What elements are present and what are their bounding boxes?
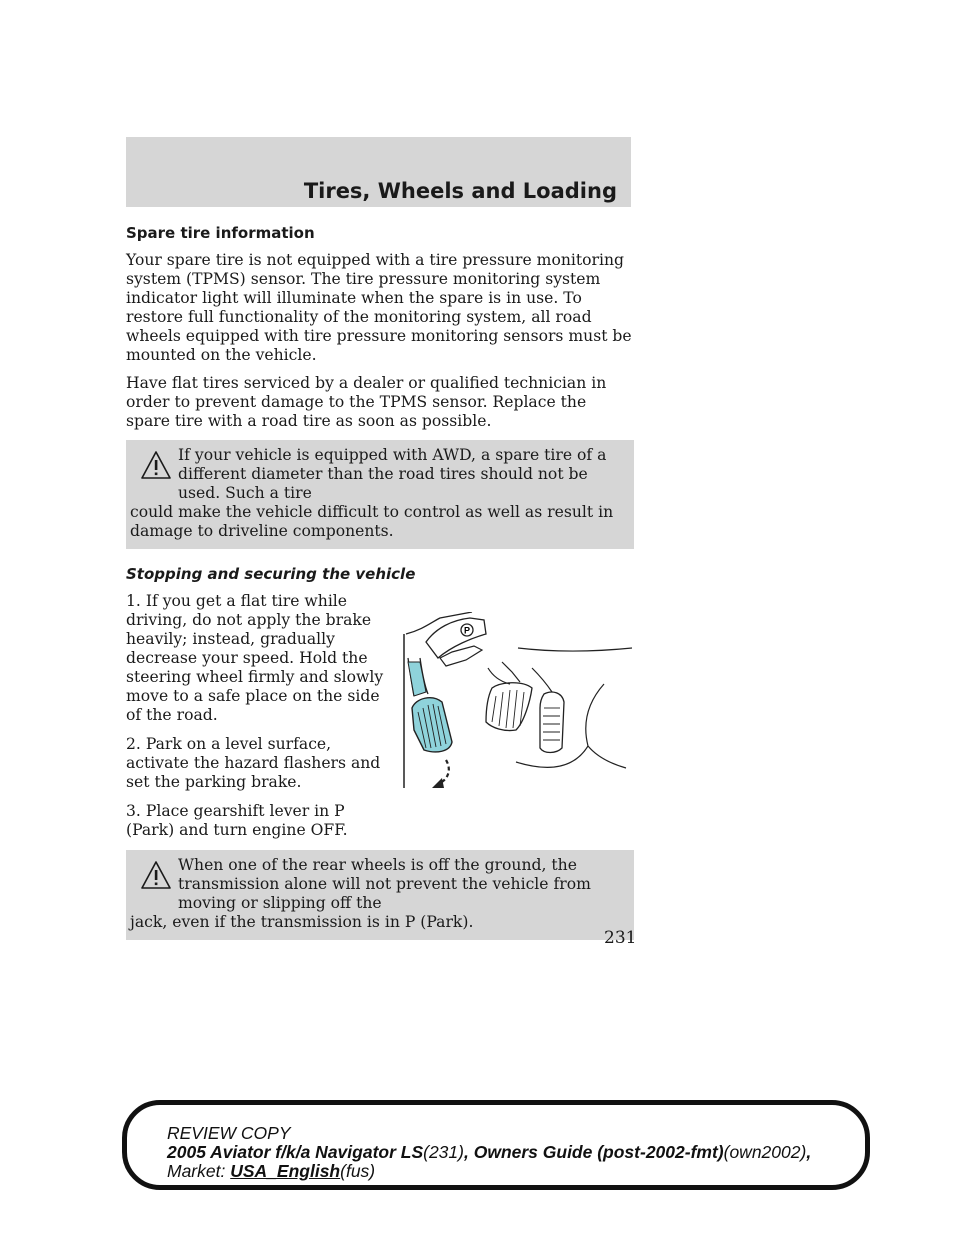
footer-market-value: USA_English bbox=[230, 1161, 341, 1181]
section-title: Tires, Wheels and Loading bbox=[303, 179, 617, 203]
header-band bbox=[126, 137, 631, 207]
awd-warning-rest: could make the vehicle difficult to control as well as result in damage to driveline components. bbox=[130, 503, 614, 540]
brake-pedal-illustration bbox=[392, 612, 638, 788]
stopping-heading: Stopping and securing the vehicle bbox=[126, 565, 416, 583]
awd-warning-lead: If your vehicle is equipped with AWD, a spare tire of a different diameter than the road tires should not be used. Such a tire bbox=[178, 446, 607, 502]
page-content bbox=[126, 218, 637, 956]
step-3: 3. Place gearshift lever in P (Park) and turn engine OFF. bbox=[126, 802, 348, 839]
footer-model: 2005 Aviator f/k/a Navigator LS bbox=[167, 1142, 424, 1162]
footer-market-label: Market: bbox=[167, 1161, 226, 1181]
footer-guide-code: (own2002) bbox=[723, 1142, 807, 1162]
transmission-warning-box bbox=[126, 850, 634, 940]
page-number: 231 bbox=[604, 928, 637, 948]
stopping-procedure bbox=[126, 592, 634, 840]
park-label: P bbox=[463, 625, 471, 636]
footer-separator: , bbox=[463, 1142, 474, 1162]
warning-triangle-icon bbox=[140, 860, 172, 890]
footer-market-code: (fus) bbox=[340, 1161, 376, 1181]
review-copy-footer bbox=[122, 1100, 870, 1190]
transmission-warning-rest: jack, even if the transmission is in P (Park). bbox=[130, 913, 474, 931]
spare-tire-paragraph-2: Have flat tires serviced by a dealer or qualified technician in order to prevent damage to the TPMS sensor. Replace the spare tire with a road tire as soon as possible. bbox=[126, 374, 607, 430]
step-list bbox=[126, 592, 388, 840]
transmission-warning-lead: When one of the rear wheels is off the ground, the transmission alone will not prevent the vehicle from moving or slipping off the bbox=[178, 856, 591, 912]
footer-model-code: (231) bbox=[423, 1142, 464, 1162]
footer-guide: Owners Guide (post-2002-fmt) bbox=[473, 1142, 724, 1162]
spare-tire-paragraph-1: Your spare tire is not equipped with a tire pressure monitoring system (TPMS) sensor. The tire pressure monitoring system indicator light will illuminate when the spare is in use. To restore full functionality of the monitoring system, all road wheels equipped with tire pressure monitoring sensors must be mounted on the vehicle. bbox=[126, 251, 632, 364]
footer-separator: , bbox=[806, 1142, 812, 1162]
step-2: 2. Park on a level surface, activate the hazard flashers and set the parking brake. bbox=[126, 735, 381, 791]
warning-triangle-icon bbox=[140, 450, 172, 480]
step-1: 1. If you get a flat tire while driving, do not apply the brake heavily; instead, gradually decrease your speed. Hold the steering wheel firmly and slowly move to a safe place on the side of the road. bbox=[126, 592, 384, 724]
spare-tire-heading: Spare tire information bbox=[126, 224, 315, 242]
awd-warning-box bbox=[126, 440, 634, 549]
footer-text bbox=[167, 1124, 811, 1181]
review-copy-label: REVIEW COPY bbox=[167, 1123, 291, 1143]
